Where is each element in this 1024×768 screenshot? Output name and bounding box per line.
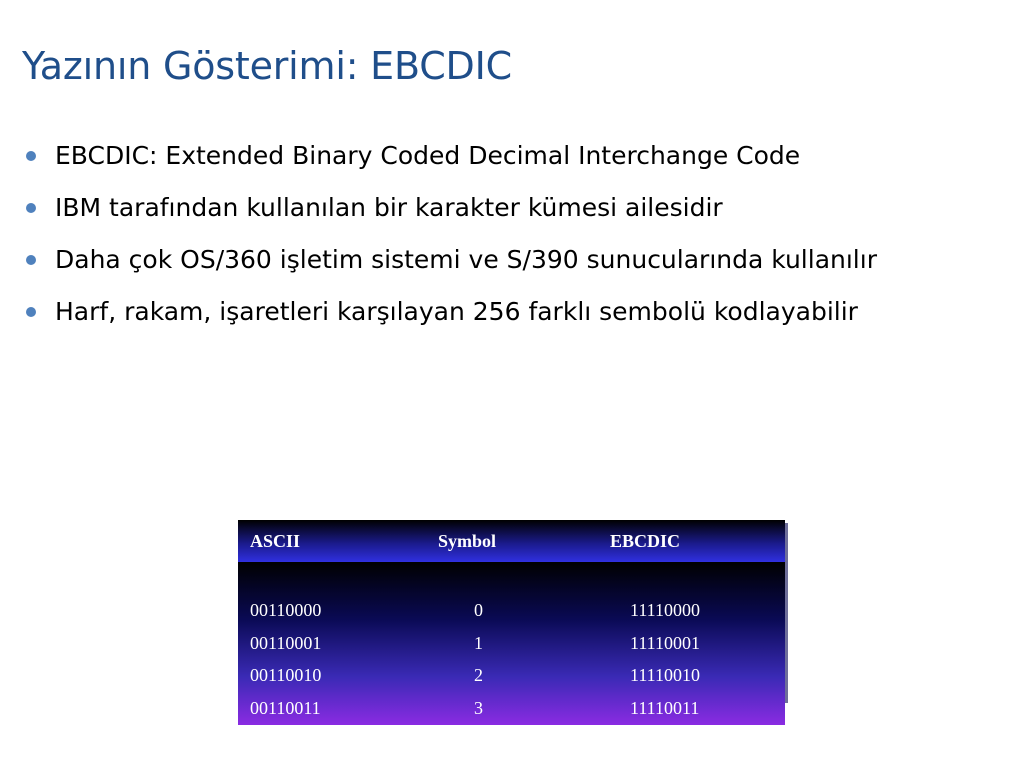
bullet-dot-icon xyxy=(26,307,36,317)
encoding-table-container xyxy=(238,520,785,718)
cell-ascii: 00110000 xyxy=(250,600,322,621)
header-symbol: Symbol xyxy=(438,530,497,551)
table-spacer xyxy=(238,562,785,595)
header-ebcdic: EBCDIC xyxy=(610,530,681,551)
table-body xyxy=(238,562,785,725)
cell-ascii: 00110010 xyxy=(250,665,322,686)
bullet-item xyxy=(24,190,1014,226)
cell-symbol: 3 xyxy=(474,697,483,718)
bullet-item xyxy=(24,138,1014,174)
cell-symbol: 0 xyxy=(474,600,483,621)
bullet-item xyxy=(24,294,1014,330)
cell-symbol: 2 xyxy=(474,665,483,686)
table-row xyxy=(238,595,785,628)
table-row xyxy=(238,627,785,660)
bullet-text: Harf, rakam, işaretleri karşılayan 256 farklı sembolü kodlayabilir xyxy=(55,297,858,326)
cell-ebcdic: 11110000 xyxy=(630,600,700,621)
bullet-text: Daha çok OS/360 işletim sistemi ve S/390 sunucularında kullanılır xyxy=(55,245,877,274)
cell-ebcdic: 11110011 xyxy=(630,697,700,718)
bullet-dot-icon xyxy=(26,151,36,161)
table-header-row xyxy=(238,520,785,562)
table-header xyxy=(238,520,785,562)
bullet-dot-icon xyxy=(26,203,36,213)
header-ascii: ASCII xyxy=(250,530,301,551)
cell-ascii: 00110011 xyxy=(250,697,321,718)
cell-ebcdic: 11110010 xyxy=(630,665,700,686)
table-row xyxy=(238,660,785,693)
encoding-table xyxy=(238,520,785,725)
cell-ebcdic: 11110001 xyxy=(630,632,700,653)
cell-symbol: 1 xyxy=(474,632,483,653)
bullet-item xyxy=(24,242,1014,278)
table-row xyxy=(238,692,785,725)
bullet-text: IBM tarafından kullanılan bir karakter kümesi ailesidir xyxy=(55,193,723,222)
cell-ascii: 00110001 xyxy=(250,632,322,653)
slide-title: Yazının Gösterimi: EBCDIC xyxy=(22,44,512,88)
bullet-list xyxy=(24,138,1014,346)
bullet-text: EBCDIC: Extended Binary Coded Decimal Interchange Code xyxy=(55,141,801,170)
bullet-dot-icon xyxy=(26,255,36,265)
